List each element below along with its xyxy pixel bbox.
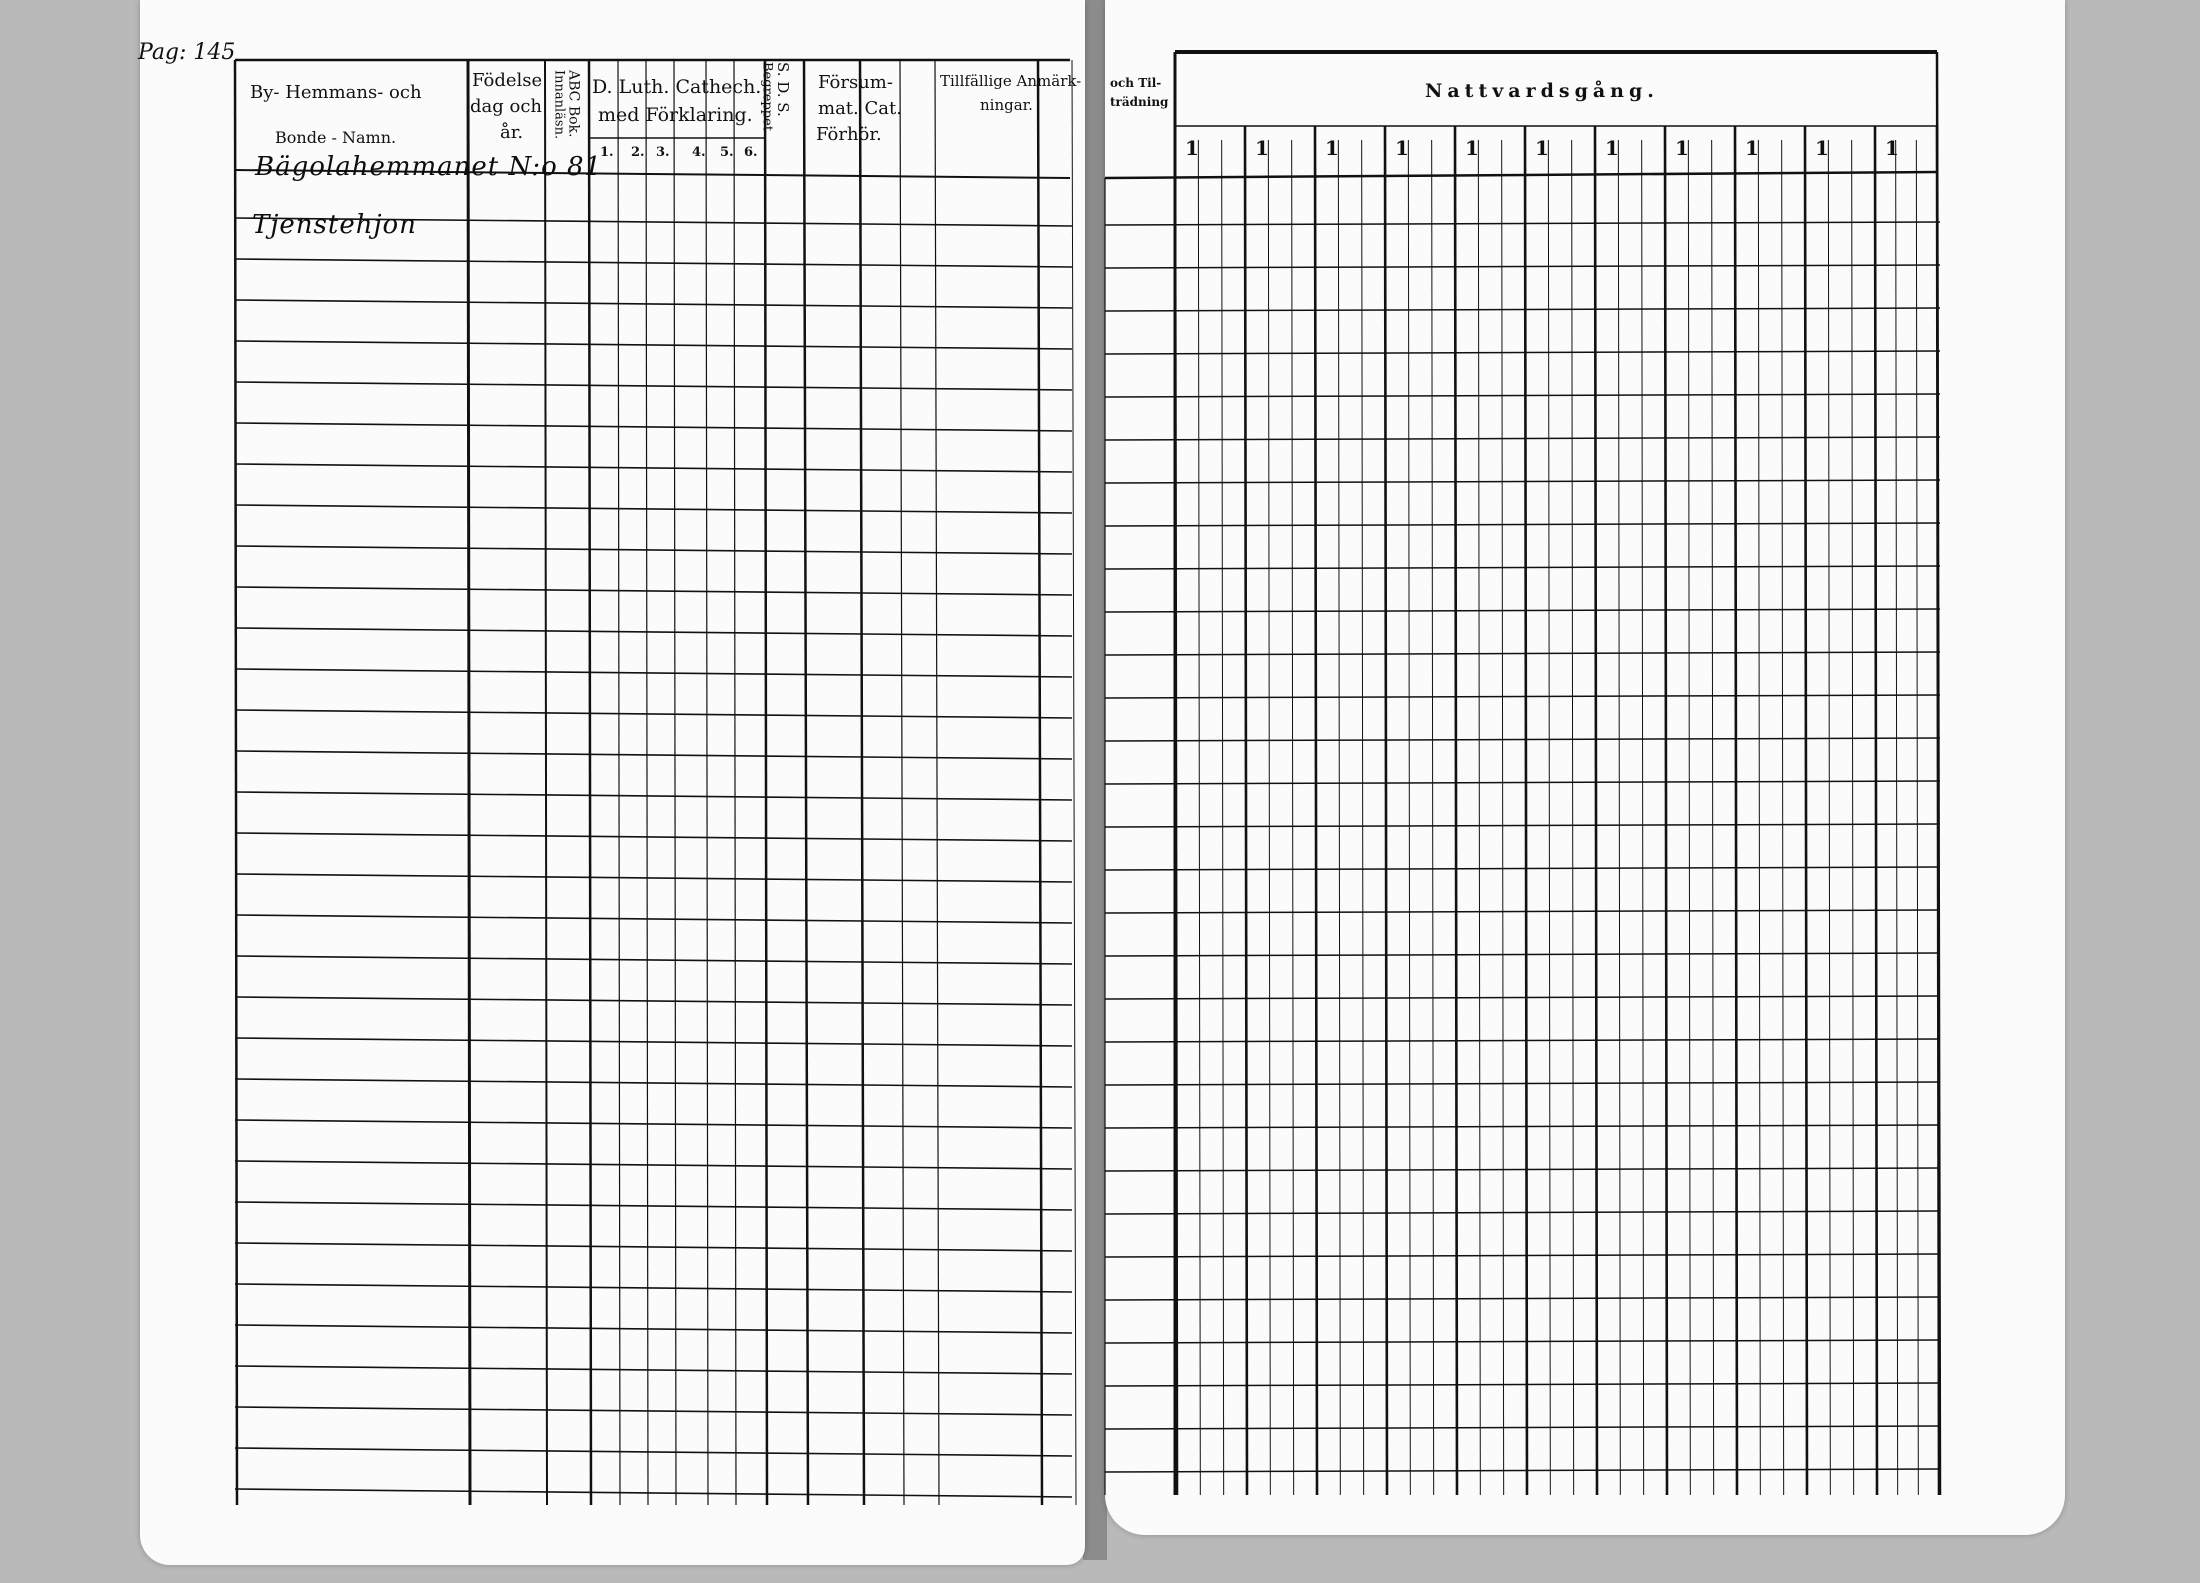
rule-column: [860, 60, 864, 1505]
rule-row: [1105, 480, 1940, 483]
rule-column-major: [1875, 126, 1877, 1495]
right-ruled-grid: [1105, 0, 2065, 1535]
header-luth-cathech: D. Luth. Cathech.: [592, 76, 762, 98]
rule-column-minor: [1292, 140, 1294, 1495]
header-abc-bok: ABC Bok.: [565, 70, 582, 138]
entry-farm-name: Bägolahemmanet N:o 81: [255, 152, 603, 182]
rule-column: [589, 60, 591, 1505]
rule-row: [1105, 1297, 1940, 1300]
header-ar: år.: [500, 122, 524, 143]
rule-column-minor: [1828, 140, 1830, 1495]
rule-row: [1105, 652, 1940, 655]
rule-column: [468, 60, 470, 1505]
rule-row: [1105, 1125, 1940, 1128]
rule-row: [1105, 953, 1940, 956]
page-number: Pag: 145: [138, 40, 236, 65]
header-tillfallige: Tillfällige Anmärk-: [940, 72, 1082, 90]
header-forsum: Försum-: [818, 72, 893, 93]
rule-row: [1105, 1039, 1940, 1042]
rule-row: [235, 1243, 1072, 1251]
rule-row: [1105, 738, 1940, 741]
rule-column-minor: [1896, 140, 1898, 1495]
rule-row: [235, 300, 1072, 308]
column-number: 1: [1535, 136, 1549, 160]
rule-column-major: [1595, 126, 1597, 1495]
column-number: 1: [1325, 136, 1339, 160]
rule-column-minor: [1432, 140, 1434, 1495]
column-number: 1: [1465, 136, 1479, 160]
rule-row: [235, 751, 1072, 759]
rule-row: [235, 423, 1072, 431]
rule-row: [235, 341, 1072, 349]
rule-row: [235, 833, 1072, 841]
rule-column-minor: [1782, 140, 1784, 1495]
rule-row: [1105, 695, 1940, 698]
rule-column: [935, 60, 939, 1505]
luth-sub-5: 5.: [720, 145, 734, 160]
rule-row: [235, 874, 1072, 882]
rule-row: [1105, 437, 1940, 440]
rule-row: [1105, 308, 1940, 311]
rule-row: [235, 915, 1072, 923]
rule-row: [235, 587, 1072, 595]
header-sds: S. D. S.: [773, 62, 792, 117]
rule-row: [235, 669, 1072, 677]
rule-row: [235, 1161, 1072, 1169]
rule-column-major: [1455, 126, 1457, 1495]
rule-row: [1105, 523, 1940, 526]
rule-column-minor: [1502, 140, 1504, 1495]
luth-sub-3: 3.: [656, 145, 670, 160]
rule-column: [545, 60, 547, 1505]
luth-sub-2: 2.: [631, 145, 645, 160]
rule-row: [235, 464, 1072, 472]
rule-column-major: [1805, 126, 1807, 1495]
rule-column-major: [1315, 126, 1317, 1495]
rule-row: [235, 1079, 1072, 1087]
rule-row: [235, 505, 1072, 513]
entry-servants: Tjenstehjon: [252, 210, 417, 240]
rule-header-bottom: [1105, 172, 1937, 178]
header-fodelse: Födelse: [472, 70, 543, 91]
column-number: 1: [1255, 136, 1269, 160]
rule-row: [235, 956, 1072, 964]
rule-column-minor: [1338, 140, 1340, 1495]
rule-column-minor: [1688, 140, 1690, 1495]
rule-row: [1105, 265, 1940, 268]
rule-row: [235, 1407, 1072, 1415]
rule-column-minor: [1268, 140, 1270, 1495]
rule-row: [235, 1448, 1072, 1456]
header-forhor: Förhör.: [816, 124, 882, 145]
rule-column-major: [1735, 126, 1737, 1495]
header-mat-cat: mat. Cat.: [818, 98, 902, 119]
luth-sub-1: 1.: [600, 145, 614, 160]
column-number: 1: [1815, 136, 1829, 160]
rule-row: [1105, 222, 1940, 225]
header-ningar: ningar.: [980, 96, 1033, 114]
rule-column: [235, 60, 237, 1505]
book-gutter: [1083, 0, 1107, 1560]
rule-row: [235, 382, 1072, 390]
rule-column-minor: [1408, 140, 1410, 1495]
header-begreppet: Begreppet: [759, 62, 775, 132]
rule-column-major: [1385, 126, 1387, 1495]
rule-column: [1072, 60, 1076, 1505]
rule-row: [1105, 1340, 1940, 1343]
rule-column-minor: [1548, 140, 1550, 1495]
rule-row: [1105, 996, 1940, 999]
header-med-forklaring: med Förklaring.: [598, 104, 753, 126]
rule-row: [235, 628, 1072, 636]
column-number: 1: [1745, 136, 1759, 160]
rule-row: [235, 710, 1072, 718]
rule-column: [900, 60, 904, 1505]
header-innanlasn: Innanläsn.: [551, 70, 567, 140]
rule-column-minor: [1198, 140, 1200, 1495]
column-number: 1: [1395, 136, 1409, 160]
rule-row: [1105, 394, 1940, 397]
rule-column-minor: [1642, 140, 1644, 1495]
column-number: 1: [1185, 136, 1199, 160]
rule-column-major: [1245, 126, 1247, 1495]
rule-row: [1105, 781, 1940, 784]
rule-column: [804, 60, 808, 1505]
column-number: 1: [1675, 136, 1689, 160]
rule-column-minor: [1222, 140, 1224, 1495]
header-nattvardsgang: Nattvardsgång.: [1425, 80, 1659, 102]
luth-sub-4: 4.: [692, 145, 706, 160]
rule-row: [235, 259, 1072, 267]
rule-column-minor: [1758, 140, 1760, 1495]
rule-column-minor: [1478, 140, 1480, 1495]
rule-column-minor: [1618, 140, 1620, 1495]
header-by-hemmans: By- Hemmans- och: [250, 82, 422, 103]
header-continued: och Til- trädning: [1110, 76, 1169, 110]
rule-column-major: [1665, 126, 1667, 1495]
column-number: 1: [1885, 136, 1899, 160]
rule-row: [235, 1366, 1072, 1374]
rule-column-minor: [1572, 140, 1574, 1495]
rule-column: [1038, 60, 1042, 1505]
rule-row: [1105, 1082, 1940, 1085]
rule-row: [235, 792, 1072, 800]
rule-row: [1105, 1254, 1940, 1257]
rule-row: [1105, 351, 1940, 354]
rule-row: [235, 997, 1072, 1005]
rule-row: [1105, 1383, 1940, 1386]
rule-row: [1105, 1168, 1940, 1171]
rule-row: [235, 1489, 1072, 1497]
rule-row: [235, 1202, 1072, 1210]
rule-row: [1105, 566, 1940, 569]
rule-row: [1105, 1211, 1940, 1214]
header-bonde-namn: Bonde - Namn.: [275, 128, 397, 147]
left-page: [140, 0, 1085, 1565]
rule-row: [1105, 910, 1940, 913]
rule-column-minor: [1916, 140, 1918, 1495]
luth-sub-6: 6.: [744, 145, 758, 160]
rule-row: [1105, 609, 1940, 612]
rule-column-minor: [1852, 140, 1854, 1495]
column-number: 1: [1605, 136, 1619, 160]
rule-row: [235, 1038, 1072, 1046]
rule-column-minor: [1362, 140, 1364, 1495]
rule-row: [1105, 1469, 1940, 1472]
rule-row: [235, 1284, 1072, 1292]
rule-row: [235, 1120, 1072, 1128]
header-dag-och: dag och: [470, 96, 543, 117]
rule-row: [235, 1325, 1072, 1333]
rule-column: [765, 60, 767, 1505]
rule-row: [1105, 867, 1940, 870]
rule-row: [1105, 824, 1940, 827]
rule-column-major: [1525, 126, 1527, 1495]
rule-row: [1105, 1426, 1940, 1429]
rule-column-minor: [1712, 140, 1714, 1495]
right-page: [1105, 0, 2065, 1535]
rule-row: [235, 546, 1072, 554]
